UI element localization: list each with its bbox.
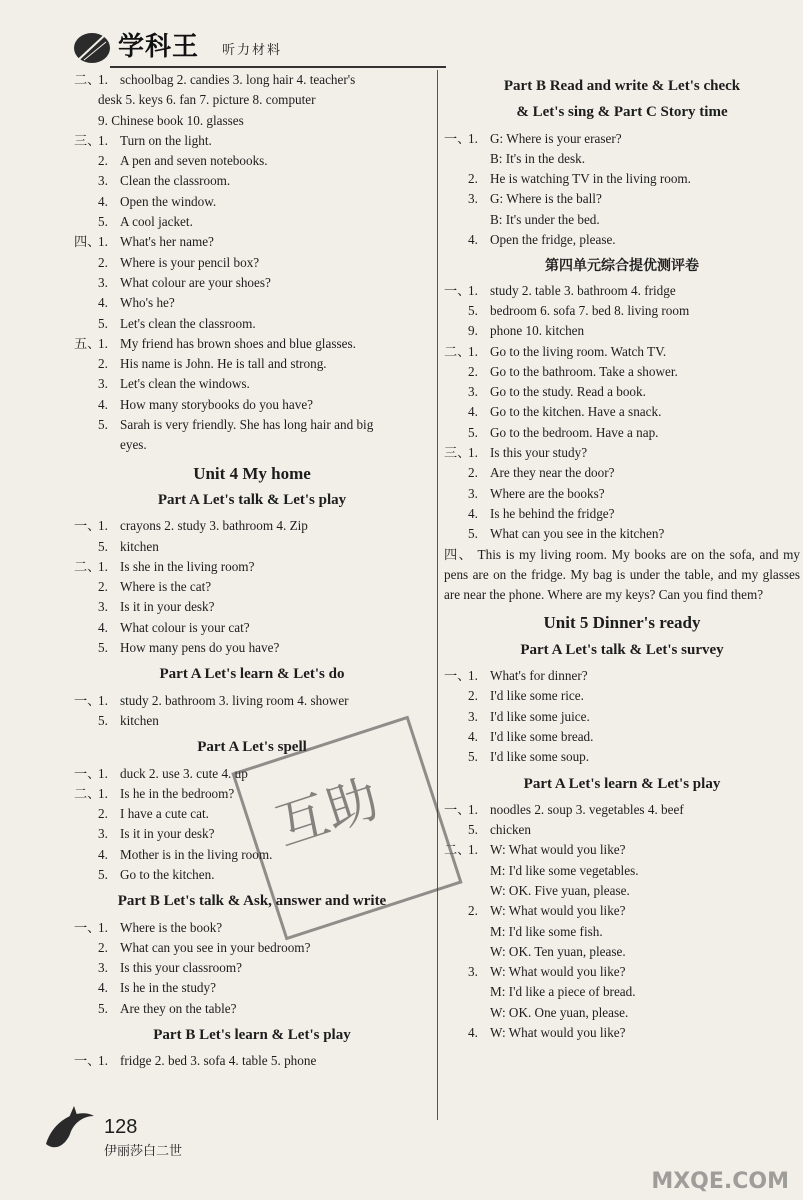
item-number: 1. [98,72,108,87]
item-text: I'd like some bread. [490,728,594,744]
item-number: 2. [468,363,478,379]
section-label: 二、 [444,343,471,359]
item-number: 1. [98,765,108,781]
item-number: 5. [98,866,108,882]
dolphin-icon [40,1100,100,1160]
answer-item [444,301,800,321]
item-number: 5. [98,417,108,433]
item-text: I'd like some juice. [490,708,590,724]
answer-item [444,321,800,341]
answer-item [444,463,800,483]
test-heading: 第四单元综合提优测评卷 [545,258,699,275]
part-heading: Part A Let's spell [197,739,307,756]
item-text: Who's he? [120,295,175,311]
item-number: 1. [468,445,478,461]
brand-title: 学科王 [118,32,200,62]
part-heading: Part A Let's talk & Let's play [157,491,347,508]
answer-item [444,524,800,544]
item-number: 5. [98,214,108,230]
item-number: 3. [98,960,108,976]
header-rule [110,66,446,68]
item-text: kitchen [120,712,159,728]
item-number: 1. [98,234,108,250]
item-text: Let's clean the classroom. [120,315,256,331]
answer-item [444,962,800,982]
continuation-line: 9. Chinese book 10. glasses [98,112,244,128]
answer-item [74,314,430,334]
item-number: 1. [468,801,478,817]
answer-row [444,342,800,362]
unit-heading: Unit 4 My home [193,463,311,483]
item-number: 5. [468,302,478,318]
section-label: 二、 [74,558,101,574]
item-number: 1. [98,132,108,148]
continuation-line: W: OK. One yuan, please. [490,1004,629,1020]
item-text: bedroom 6. sofa 7. bed 8. living room [490,302,690,318]
continuation-line: W: OK. Ten yuan, please. [490,943,626,959]
answer-row [74,70,430,90]
item-number: 1. [98,1053,108,1069]
answer-item [444,686,800,706]
section-label: 一、 [444,668,471,684]
item-number: 3. [468,964,478,980]
item-text: His name is John. He is tall and strong. [120,356,327,372]
item-text: G: Where is the ball? [490,191,602,207]
section-label: 五、 [74,335,101,351]
item-number: 5. [98,1000,108,1016]
item-text: What colour is your cat? [120,619,250,635]
item-text: What can you see in your bedroom? [120,939,311,955]
continuation-line: desk 5. keys 6. fan 7. picture 8. computer [98,92,316,108]
item-text: Let's clean the windows. [120,376,250,392]
continuation-line: B: It's in the desk. [490,150,586,166]
item-number: 1. [98,518,108,534]
seal-stamp: 互助 [231,716,462,941]
answer-row [74,516,430,536]
item-text: kitchen [120,538,159,554]
item-text: My friend has brown shoes and blue glasses. [120,335,356,351]
section-label: 二、 [74,72,101,87]
continuation-line: M: I'd like a piece of bread. [490,984,636,1000]
item-number: 1. [98,692,108,708]
section-label: 一、 [444,282,471,298]
item-text: W: What would you like? [490,1025,626,1041]
continuation-line: W: OK. Five yuan, please. [490,882,630,898]
right-column [444,70,800,1043]
section-label: 一、 [74,692,101,708]
item-text: noodles 2. soup 3. vegetables 4. beef [490,801,684,817]
item-number: 3. [98,173,108,189]
section-label: 三、 [444,445,471,461]
item-number: 4. [468,505,478,521]
item-text: Go to the bathroom. Take a shower. [490,363,678,379]
item-number: 9. [468,323,478,339]
answer-item [74,212,430,232]
item-text: I have a cute cat. [120,806,209,822]
answer-item [74,374,430,394]
item-number: 5. [468,749,478,765]
item-text: Are they near the door? [490,465,615,481]
section-label: 二、 [74,785,101,801]
answer-item [444,423,800,443]
item-text: G: Where is your eraser? [490,130,622,146]
item-text: crayons 2. study 3. bathroom 4. Zip [120,518,308,534]
leaf-logo-icon [70,24,114,68]
item-number: 3. [98,599,108,615]
answer-item [444,230,800,250]
answer-item [74,253,430,273]
section-label: 一、 [444,130,471,146]
left-column [74,70,430,1072]
item-number: 5. [98,315,108,331]
item-text: schoolbag 2. candies 3. long hair 4. teacher's [120,72,356,87]
part-heading: Part B Let's talk & Ask, answer and write [117,893,387,910]
item-number: 4. [468,232,478,248]
item-text: Where are the books? [490,485,605,501]
item-number: 2. [98,356,108,372]
item-number: 2. [98,939,108,955]
answer-item [74,958,430,978]
item-number: 4. [98,980,108,996]
item-text: Go to the living room. Watch TV. [490,343,667,359]
answer-row [444,840,800,860]
answer-row [74,557,430,577]
page-number: 128 [104,1116,138,1138]
item-number: 2. [468,171,478,187]
item-number: 2. [468,465,478,481]
item-text: Turn on the light. [120,132,212,148]
answer-item [444,727,800,747]
item-number: 1. [98,785,108,801]
item-text: W: What would you like? [490,964,626,980]
answer-row [74,918,430,938]
item-number: 3. [468,485,478,501]
brand-subtitle: 听力材料 [222,43,283,58]
item-text: I'd like some soup. [490,749,590,765]
continuation-line: M: I'd like some vegetables. [490,862,639,878]
answer-item [74,978,430,998]
item-number: 1. [468,842,478,858]
item-number: 5. [98,538,108,554]
answer-item [74,537,430,557]
answer-item [444,484,800,504]
answer-item [444,504,800,524]
item-text: How many storybooks do you have? [120,396,314,412]
item-number: 4. [468,728,478,744]
answer-row [444,129,800,149]
item-number: 2. [98,153,108,169]
section-label: 四、 [74,234,101,250]
section-label: 三、 [74,132,101,148]
item-text: Is he in the study? [120,980,216,996]
footer-note: 伊丽莎白二世 [104,1144,183,1159]
item-text: study 2. bathroom 3. living room 4. shower [120,692,349,708]
item-text: Where is the cat? [120,579,212,595]
part-heading: Part A Let's learn & Let's do [159,666,345,683]
item-text: duck 2. use 3. cute 4. up [120,765,248,781]
item-number: 1. [98,558,108,574]
answer-row [444,443,800,463]
item-text: Is he in the bedroom? [120,785,235,801]
column-divider [437,70,438,1120]
answer-row [74,232,430,252]
item-number: 2. [98,254,108,270]
item-text: Go to the kitchen. [120,866,215,882]
section-label: 一、 [74,765,101,781]
item-number: 1. [468,282,478,298]
answer-item [74,597,430,617]
continuation-line: M: I'd like some fish. [490,923,603,939]
answer-item [444,901,800,921]
answer-item [444,189,800,209]
item-text: What can you see in the kitchen? [490,526,665,542]
item-text: Is it in your desk? [120,599,215,615]
item-text: A cool jacket. [120,214,193,230]
answer-row [444,281,800,301]
item-text: Open the window. [120,193,217,209]
answer-item [74,273,430,293]
part-heading: & Let's sing & Part C Story time [516,104,728,121]
paragraph: 四、 This is my living room. My books are on the sofa, and my pens are on the fridge. My bag is under the table, and my glasses are near the phone. Where are my keys? Can you find them? [444,546,800,603]
item-number: 4. [98,193,108,209]
item-text: Open the fridge, please. [490,232,616,248]
item-number: 1. [468,343,478,359]
part-heading: Part B Read and write & Let's check [503,78,741,94]
item-text: phone 10. kitchen [490,323,585,339]
answer-row [74,691,430,711]
answer-item [74,151,430,171]
item-text: Clean the classroom. [120,173,231,189]
answer-item [74,618,430,638]
answer-item [74,192,430,212]
item-number: 1. [468,668,478,684]
answer-item [74,638,430,658]
item-number: 3. [98,826,108,842]
item-text: W: What would you like? [490,842,626,858]
item-text: study 2. table 3. bathroom 4. fridge [490,282,676,298]
item-number: 2. [468,903,478,919]
section-label: 一、 [74,518,101,534]
answer-item [444,382,800,402]
answer-row [74,1051,430,1071]
item-text: Is this your study? [490,445,588,461]
answer-item [74,171,430,191]
item-number: 2. [98,806,108,822]
item-text: Where is the book? [120,919,223,935]
item-text: Sarah is very friendly. She has long hair and big [120,417,374,433]
answer-item [444,747,800,767]
answer-row [74,131,430,151]
item-number: 5. [468,526,478,542]
item-number: 3. [98,274,108,290]
item-text: Is this your classroom? [120,960,242,976]
item-number: 2. [98,579,108,595]
item-text: chicken [490,822,532,838]
answer-item [444,402,800,422]
item-text: Mother is in the living room. [120,846,273,862]
item-text: Go to the kitchen. Have a snack. [490,404,662,420]
item-text: A pen and seven notebooks. [120,153,268,169]
item-number: 4. [98,846,108,862]
item-number: 3. [468,191,478,207]
item-text: He is watching TV in the living room. [490,171,691,187]
section-label: 一、 [74,1053,101,1069]
item-text: Go to the bedroom. Have a nap. [490,424,659,440]
item-text: Is he behind the fridge? [490,505,615,521]
item-text: fridge 2. bed 3. sofa 4. table 5. phone [120,1053,317,1069]
item-number: 4. [98,619,108,635]
item-number: 4. [468,404,478,420]
item-number: 3. [468,384,478,400]
item-number: 5. [98,640,108,656]
section-label: 一、 [74,919,101,935]
item-text: Where is your pencil box? [120,254,260,270]
answer-item [74,354,430,374]
section-label: 一、 [444,801,471,817]
answer-item [74,577,430,597]
answer-item [444,1023,800,1043]
answer-item [74,293,430,313]
answer-item [74,938,430,958]
answer-row [444,666,800,686]
answer-item [74,999,430,1019]
item-number: 5. [468,424,478,440]
item-number: 3. [468,708,478,724]
continuation-line: eyes. [120,437,147,453]
item-text: Is it in your desk? [120,826,215,842]
answer-item [444,362,800,382]
section-label: 二、 [444,842,471,858]
answer-item [444,820,800,840]
item-text: What colour are your shoes? [120,274,271,290]
item-text: W: What would you like? [490,903,626,919]
part-heading: Part B Let's learn & Let's play [153,1027,351,1044]
part-heading: Part A Let's learn & Let's play [523,775,721,792]
answer-row [74,334,430,354]
item-number: 1. [98,919,108,935]
item-text: What's her name? [120,234,214,250]
item-number: 4. [98,396,108,412]
continuation-line: B: It's under the bed. [490,211,600,227]
page-footer [40,1100,340,1170]
unit-heading: Unit 5 Dinner's ready [543,613,701,633]
item-text: I'd like some rice. [490,688,584,704]
page-header [60,22,440,70]
part-heading: Part A Let's talk & Let's survey [520,641,724,658]
item-number: 1. [468,130,478,146]
item-text: Are they on the table? [120,1000,237,1016]
item-number: 4. [468,1025,478,1041]
answer-item [444,169,800,189]
answer-item [74,395,430,415]
item-number: 4. [98,295,108,311]
item-number: 3. [98,376,108,392]
answer-row [444,800,800,820]
item-number: 1. [98,335,108,351]
answer-item [444,707,800,727]
item-number: 2. [468,688,478,704]
watermark-logo: MXQE.COM [651,1169,789,1194]
item-number: 5. [468,822,478,838]
item-text: How many pens do you have? [120,640,280,656]
item-text: Is she in the living room? [120,558,255,574]
item-text: Go to the study. Read a book. [490,384,646,400]
answer-item [74,415,430,435]
item-text: What's for dinner? [490,668,588,684]
item-number: 5. [98,712,108,728]
